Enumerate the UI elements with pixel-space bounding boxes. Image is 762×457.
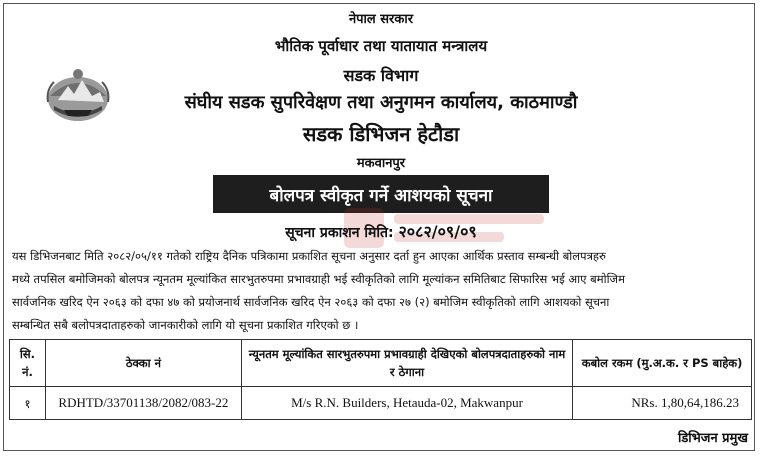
body-line: यस डिभिजनबाट मिति २०८२/०५/११ गतेको राष्ट्रिय दैनिक पत्रिकामा प्रकाशित सूचना अनुसार दर्ता हुन आएका आर्थिक प्रस्ताव सम्बन्धी बोलपत्रहरु	[12, 249, 606, 263]
government-name: नेपाल सरकार	[348, 12, 414, 27]
publication-date-label: सूचना प्रकाशन मिति:	[285, 225, 394, 241]
col-header-bidder: न्यूनतम मूल्यांकित सारभुतरुपमा प्रभावग्राही देखिएको बोलपत्रदाताहरुको नाम र ठेगाना	[241, 340, 572, 387]
notice-title: बोलपत्र स्वीकृत गर्ने आशयको सूचना	[213, 175, 549, 213]
award-table	[9, 339, 752, 420]
body-line: सम्बन्धित सबै बलोपत्रदाताहरुको जानकारीको लागि यो सूचना प्रकाशित गरिएको छ ।	[12, 318, 359, 332]
body-line: मध्ये तपसिल बमोजिमको बोलपत्र न्यूनतम मूल्यांकित सारभुतरुपमा प्रभावग्राही भई स्वीकृतिको लागि मूल्यांकन समितिबाट सिफारिस भई आए बमोजिम	[12, 272, 625, 286]
district-name: मकवानपुर	[356, 156, 406, 171]
col-header-amount: कबोल रकम (मु.अ.क. र PS बाहेक)	[573, 340, 752, 387]
signature-title: डिभिजन प्रमुख	[677, 431, 748, 446]
cell-amount: NRs. 1,80,64,186.23	[573, 387, 752, 420]
cell-bidder: M/s R.N. Builders, Hetauda-02, Makwanpur	[241, 387, 572, 420]
publication-date-value: २०८२/०९/०९	[398, 222, 477, 241]
office-name: संघीय सडक सुपरिवेक्षण तथा अनुगमन कार्यालय, काठमाण्डौ	[184, 92, 578, 113]
cell-sn: १	[10, 387, 46, 420]
body-line: सार्वजनिक खरिद ऐन २०६३ को दफा ४७ को प्रयोजनार्थ सार्वजनिक खरिद ऐन २०६३ को दफा २७ (२) बमोजिम स्वीकृतिको लागि आशयको सूचना	[12, 295, 610, 309]
cell-contract-no: RDHTD/33701138/2082/083-22	[45, 387, 241, 420]
ministry-name: भौतिक पूर्वाधार तथा यातायात मन्त्रालय	[274, 37, 488, 55]
col-header-sn: सि. नं.	[10, 340, 46, 387]
division-name: सडक डिभिजन हेटौडा	[302, 122, 460, 146]
table-row	[10, 387, 752, 420]
publication-date-line	[0, 220, 762, 242]
department-name: सडक विभाग	[343, 66, 419, 85]
col-header-contract-no: ठेक्का नं	[45, 340, 241, 387]
table-header-row	[10, 340, 752, 387]
notice-body	[12, 245, 752, 337]
